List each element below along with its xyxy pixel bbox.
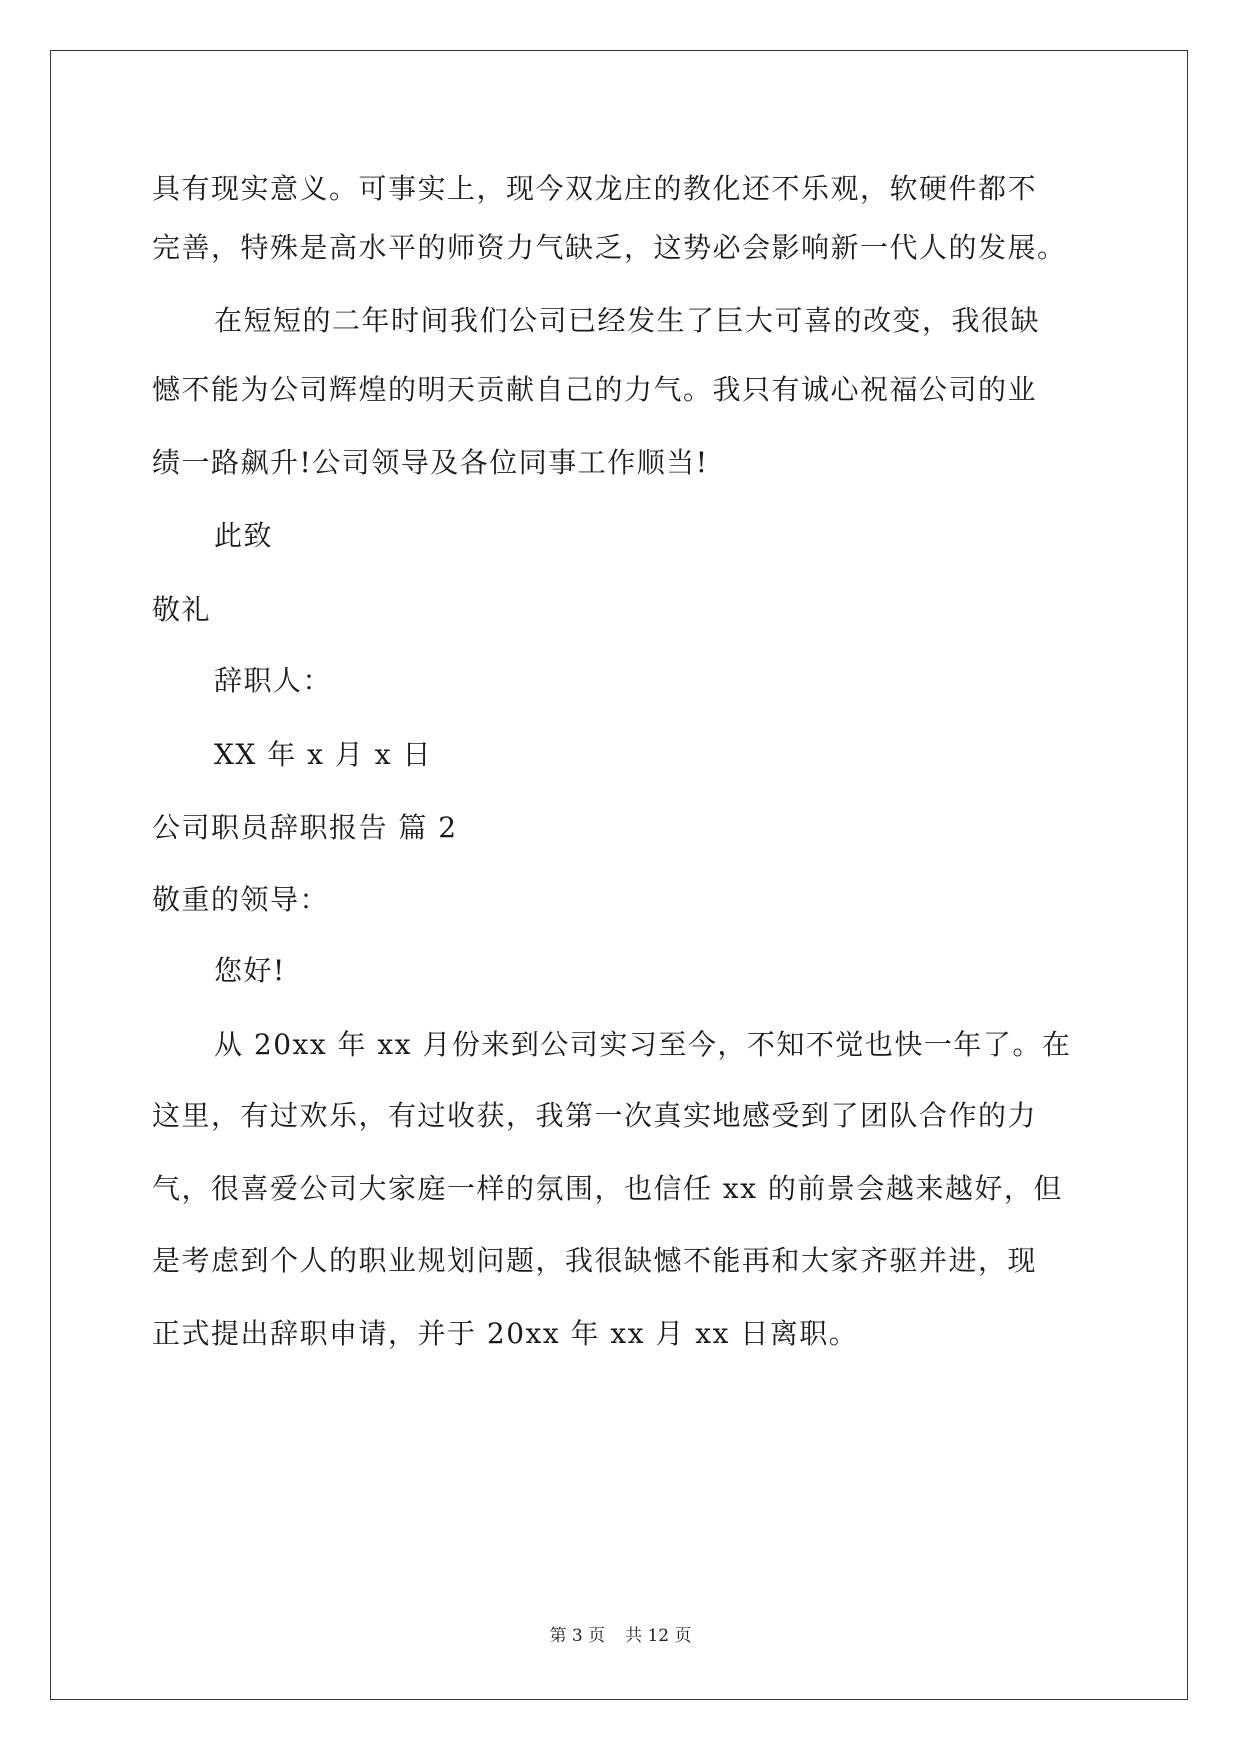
page-footer [0, 1625, 1241, 1647]
section-title: 公司职员辞职报告 篇 2 [152, 811, 458, 844]
greeting-hello: 您好! [214, 954, 286, 987]
body-line: 正式提出辞职申请，并于 20xx 年 xx 月 xx 日离职。 [152, 1317, 859, 1350]
body-line: 这里，有过欢乐，有过收获，我第一次真实地感受到了团队合作的力 [152, 1099, 1038, 1132]
body-line: 完善，特殊是高水平的师资力气缺乏，这势必会影响新一代人的发展。 [152, 231, 1067, 264]
date-line: XX 年 x 月 x 日 [214, 738, 432, 771]
body-line: 是考虑到个人的职业规划问题，我很缺憾不能再和大家齐驱并进，现 [152, 1244, 1038, 1277]
body-line: 气，很喜爱公司大家庭一样的氛围，也信任 xx 的前景会越来越好，但 [152, 1172, 1063, 1205]
greeting-line: 敬重的领导： [152, 883, 330, 916]
body-line: 憾不能为公司辉煌的明天贡献自己的力气。我只有诚心祝福公司的业 [152, 373, 1038, 406]
body-line: 绩一路飙升!公司领导及各位同事工作顺当! [152, 446, 709, 479]
page-number: 第 3 页 [549, 1626, 606, 1646]
page-border [50, 50, 1188, 1700]
paragraph-start-line: 从 20xx 年 xx 月份来到公司实习至今，不知不觉也快一年了。在 [214, 1028, 1072, 1061]
salutation-closing: 此致 [214, 519, 274, 552]
regards-line: 敬礼 [152, 593, 212, 626]
signature-line: 辞职人： [214, 664, 333, 697]
page-total: 共 12 页 [625, 1626, 692, 1646]
paragraph-start-line: 在短短的二年时间我们公司已经发生了巨大可喜的改变，我很缺 [214, 304, 1041, 337]
body-line: 具有现实意义。可事实上，现今双龙庄的教化还不乐观，软硬件都不 [152, 172, 1038, 205]
